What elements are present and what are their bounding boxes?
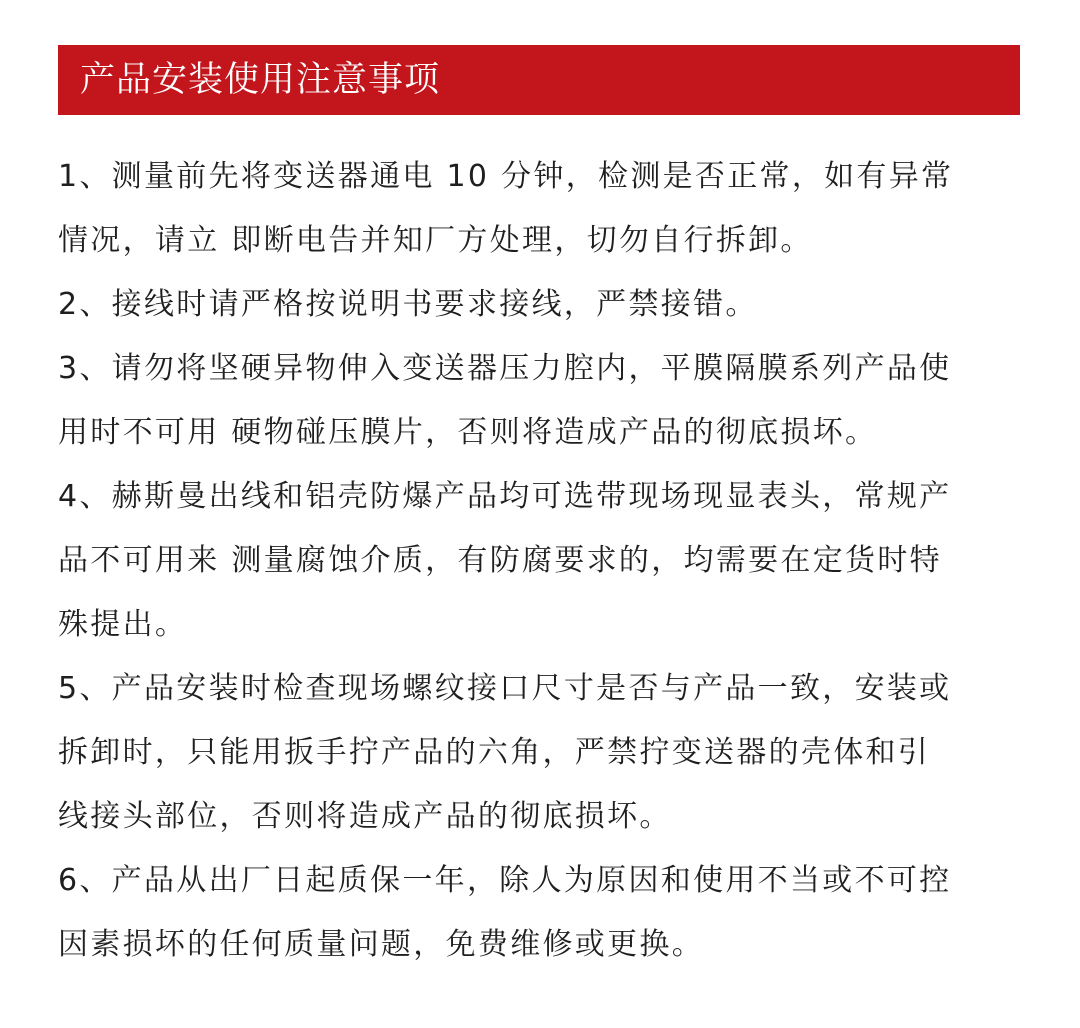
note-line: 3、请勿将坚硬异物伸入变送器压力腔内，平膜隔膜系列产品使: [58, 351, 952, 386]
note-line: 2、接线时请严格按说明书要求接线，严禁接错。: [58, 287, 758, 322]
note-line: 拆卸时，只能用扳手拧产品的六角，严禁拧变送器的壳体和引: [58, 735, 931, 770]
note-line: 1、测量前先将变送器通电 10 分钟，检测是否正常，如有异常: [58, 159, 954, 194]
note-line: 用时不可用 硬物碰压膜片，否则将造成产品的彻底损坏。: [58, 415, 878, 450]
note-line: 品不可用来 测量腐蚀介质，有防腐要求的，均需要在定货时特: [58, 543, 942, 578]
note-line: 6、产品从出厂日起质保一年，除人为原因和使用不当或不可控: [58, 863, 952, 898]
page-title: 产品安装使用注意事项: [80, 60, 441, 100]
note-line: 情况，请立 即断电告并知厂方处理，切勿自行拆卸。: [58, 223, 813, 258]
note-line: 殊提出。: [58, 607, 188, 642]
title-banner: [58, 45, 1020, 115]
note-line: 因素损坏的任何质量问题，免费维修或更换。: [58, 927, 704, 962]
note-line: 5、产品安装时检查现场螺纹接口尺寸是否与产品一致，安装或: [58, 671, 952, 706]
note-line: 4、赫斯曼出线和铝壳防爆产品均可选带现场现显表头，常规产: [58, 479, 952, 514]
notes-list: [58, 145, 1020, 977]
note-line: 线接头部位，否则将造成产品的彻底损坏。: [58, 799, 672, 834]
